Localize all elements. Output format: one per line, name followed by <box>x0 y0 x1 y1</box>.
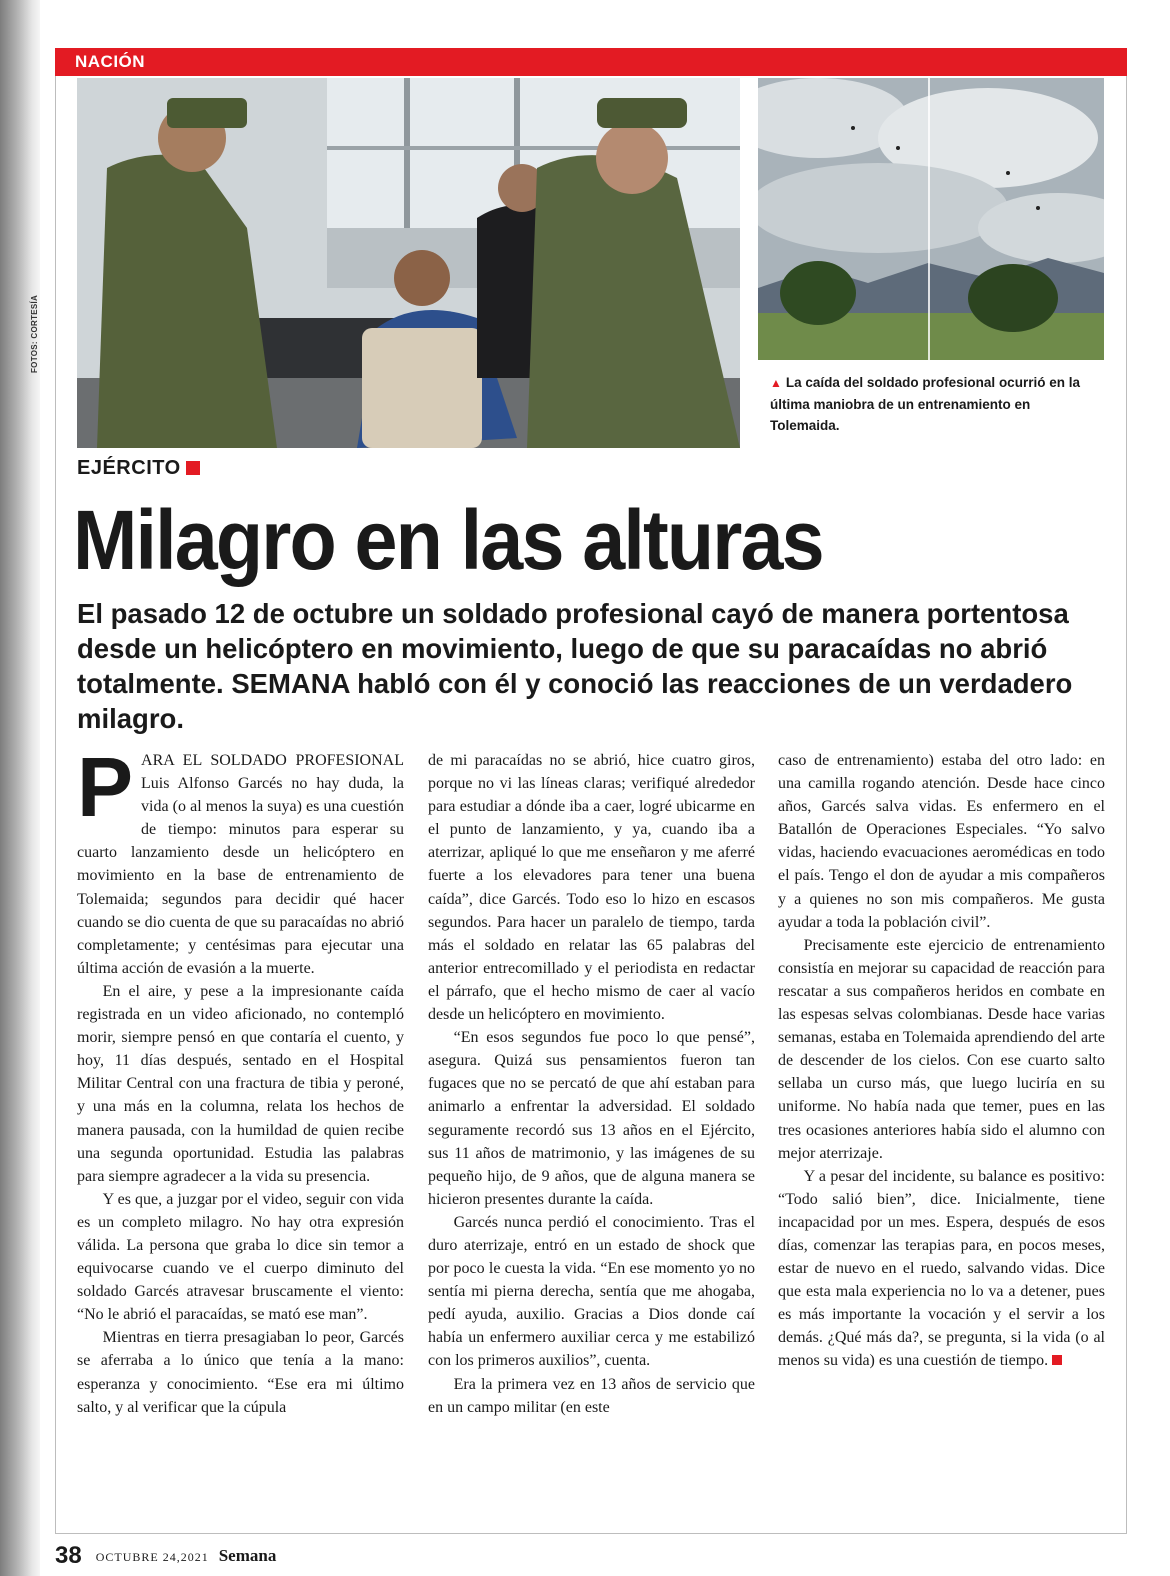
page-footer <box>55 1542 276 1570</box>
paragraph: Y a pesar del incidente, su balance es positivo: “Todo salió bien”, dice. Inicialmente, tiene incapacidad por un mes. Espera, después de esos días, comenzar las terapias para, en pocos meses, estar de nuevo en el ruedo, salvando vidas. Dice que esta mala experiencia no lo va a detener, pues es más importante la vocación y el servir a los demás. ¿Qué más da?, se pregunta, si la vida (o al menos su vida) es una cuestión de tiempo. <box>778 1167 1105 1370</box>
article-body <box>77 749 1107 1489</box>
paragraph: En el aire, y pese a la impresionante caída registrada en un video aficionado, no contempló morir, siempre pensó en que contaría el cuento, y hoy, 11 días después, sentado en el Hospital Militar Central con una fractura de tibia y peroné, y una más en la columna, relata los hechos de manera pausada, con la humildad de quien recibe una segunda oportunidad. Estudia las palabras para siempre agradecer a la vida su presencia. <box>77 982 404 1185</box>
paragraph: PARA EL SOLDADO PROFESIONAL Luis Alfonso Garcés no hay duda, la vida (o al menos la suya) es una cuestión de tiempo: minutos para esperar su cuarto lanzamiento desde un helicóptero en movimiento en la base de entrenamiento de Tolemaida; segundos para decidir qué hacer cuando se dio cuenta de que su paracaídas no abrió completamente; y centésimas para ejecutar una última acción de evasión a la muerte. <box>77 749 404 977</box>
column-2 <box>428 749 755 1494</box>
page-number: 38 <box>55 1542 82 1569</box>
paragraph: Precisamente este ejercicio de entrenamiento consistía en mejorar su capacidad de reacción para rescatar a sus compañeros heridos en combate en las espesas selvas colombianas. Desde hace varias semanas, estaba en Tolemaida aprendiendo del arte de descender de los cielos. Con ese cuarto salto sellaba un curso más, que luego luciría en su uniforme. No había nada que temer, pues en las tres ocasiones anteriores había sido el alumno con mejor aterrizaje. <box>778 936 1105 1162</box>
end-mark-icon <box>1052 1355 1062 1365</box>
photo-caption <box>770 372 1100 436</box>
photo-credit: FOTOS: CORTESÍA <box>30 294 39 373</box>
paragraph: Y es que, a juzgar por el video, seguir con vida es un completo milagro. No hay otra expresión válida. La persona que graba lo dice sin temor a equivocarse cuando ve el cuerpo diminuto del soldado Garcés atravesar bruscamente el viento: “No le abrió el paracaídas, se mató ese man”. <box>77 1190 404 1324</box>
deck: El pasado 12 de octubre un soldado profesional cayó de manera portentosa desde un helicóptero en movimiento, luego de que su paracaídas no abrió totalmente. SEMANA habló con él y conoció las reacciones de un verdadero milagro. <box>77 598 1073 734</box>
section-label: NACIÓN <box>75 52 146 71</box>
paragraph: Era la primera vez en 13 años de servicio que en un campo militar (en este <box>428 1375 755 1416</box>
caption-text: La caída del soldado profesional ocurrió en la última maniobra de un entrenamiento en Tolemaida. <box>770 375 1080 433</box>
headline: Milagro en las alturas <box>73 493 823 587</box>
issue-date: OCTUBRE 24,2021 <box>95 1550 209 1564</box>
magazine-name: Semana <box>218 1546 277 1565</box>
drop-cap: P <box>77 749 134 834</box>
main-photo <box>77 78 740 448</box>
paragraph: Mientras en tierra presagiaban lo peor, Garcés se aferraba a lo único que tenía a la mano: esperanza y conocimiento. “Ese era mi último salto, y al verificar que la cúpula <box>77 1329 404 1416</box>
caption-triangle-icon: ▲ <box>770 376 782 390</box>
parachute-photo-illustration <box>758 78 1104 360</box>
paragraph: “En esos segundos fue poco lo que pensé”, asegura. Quizá sus pensamientos fueron tan fugaces que no se percató de que ahí estaban para animarlo a enfrentar la adversidad. El soldado seguramente recordó sus 13 años en el Ejército, sus 11 años de matrimonio, y las imágenes de su pequeño hijo, de 9 años, que de alguna manera se hicieron presentes durante la caída. <box>428 1029 755 1208</box>
page-gutter-shadow <box>0 0 40 1576</box>
paragraph: de mi paracaídas no se abrió, hice cuatro giros, porque no vi las líneas claras; verifiqué alrededor para estudiar a dónde iba a caer, logré ubicarme en el punto de lanzamiento, y ya, cuando iba a aterrizar, apliqué lo que me enseñaron y me aferré fuerte a los elevadores para tener una buena caída”, dice Garcés. Todo eso lo hizo en escasos segundos. Para hacer un paralelo de tiempo, tarda más el soldado en relatar las 65 palabras del anterior entrecomillado y el periodista en redactar el párrafo, que el hecho mismo de caer al vacío desde un helicóptero en movimiento. <box>428 752 755 1024</box>
kicker-text: EJÉRCITO <box>77 457 181 479</box>
main-photo-illustration <box>77 78 740 448</box>
kicker-square-icon <box>186 461 200 475</box>
paragraph: Garcés nunca perdió el conocimiento. Tras el duro aterrizaje, entró en un estado de shock que por poco le cuesta la vida. “En ese momento yo no sentía mi pierna derecha, sentía que me ahogaba, pedí ayuda, auxilio. Gracias a Dios donde caí había un enfermero auxiliar cerca y me estabilizó con los primeros auxilios”, cuenta. <box>428 1213 755 1370</box>
section-bar <box>55 48 1127 76</box>
kicker <box>77 457 200 480</box>
column-1 <box>77 749 404 1494</box>
photo-divider <box>928 78 930 360</box>
paragraph: caso de entrenamiento) estaba del otro lado: en una camilla rogando atención. Desde hace cinco años, Garcés salva vidas. Es enfermero en el Batallón de Operaciones Especiales. “Yo salvo vidas, haciendo evacuaciones aeromédicas en todo el país. Tengo el don de ayudar a mis compañeros y a quienes no son mis compañeros. Me gusta ayudar a toda la población civil”. <box>778 752 1105 931</box>
column-3 <box>778 749 1105 1494</box>
parachute-photo <box>758 78 1104 360</box>
